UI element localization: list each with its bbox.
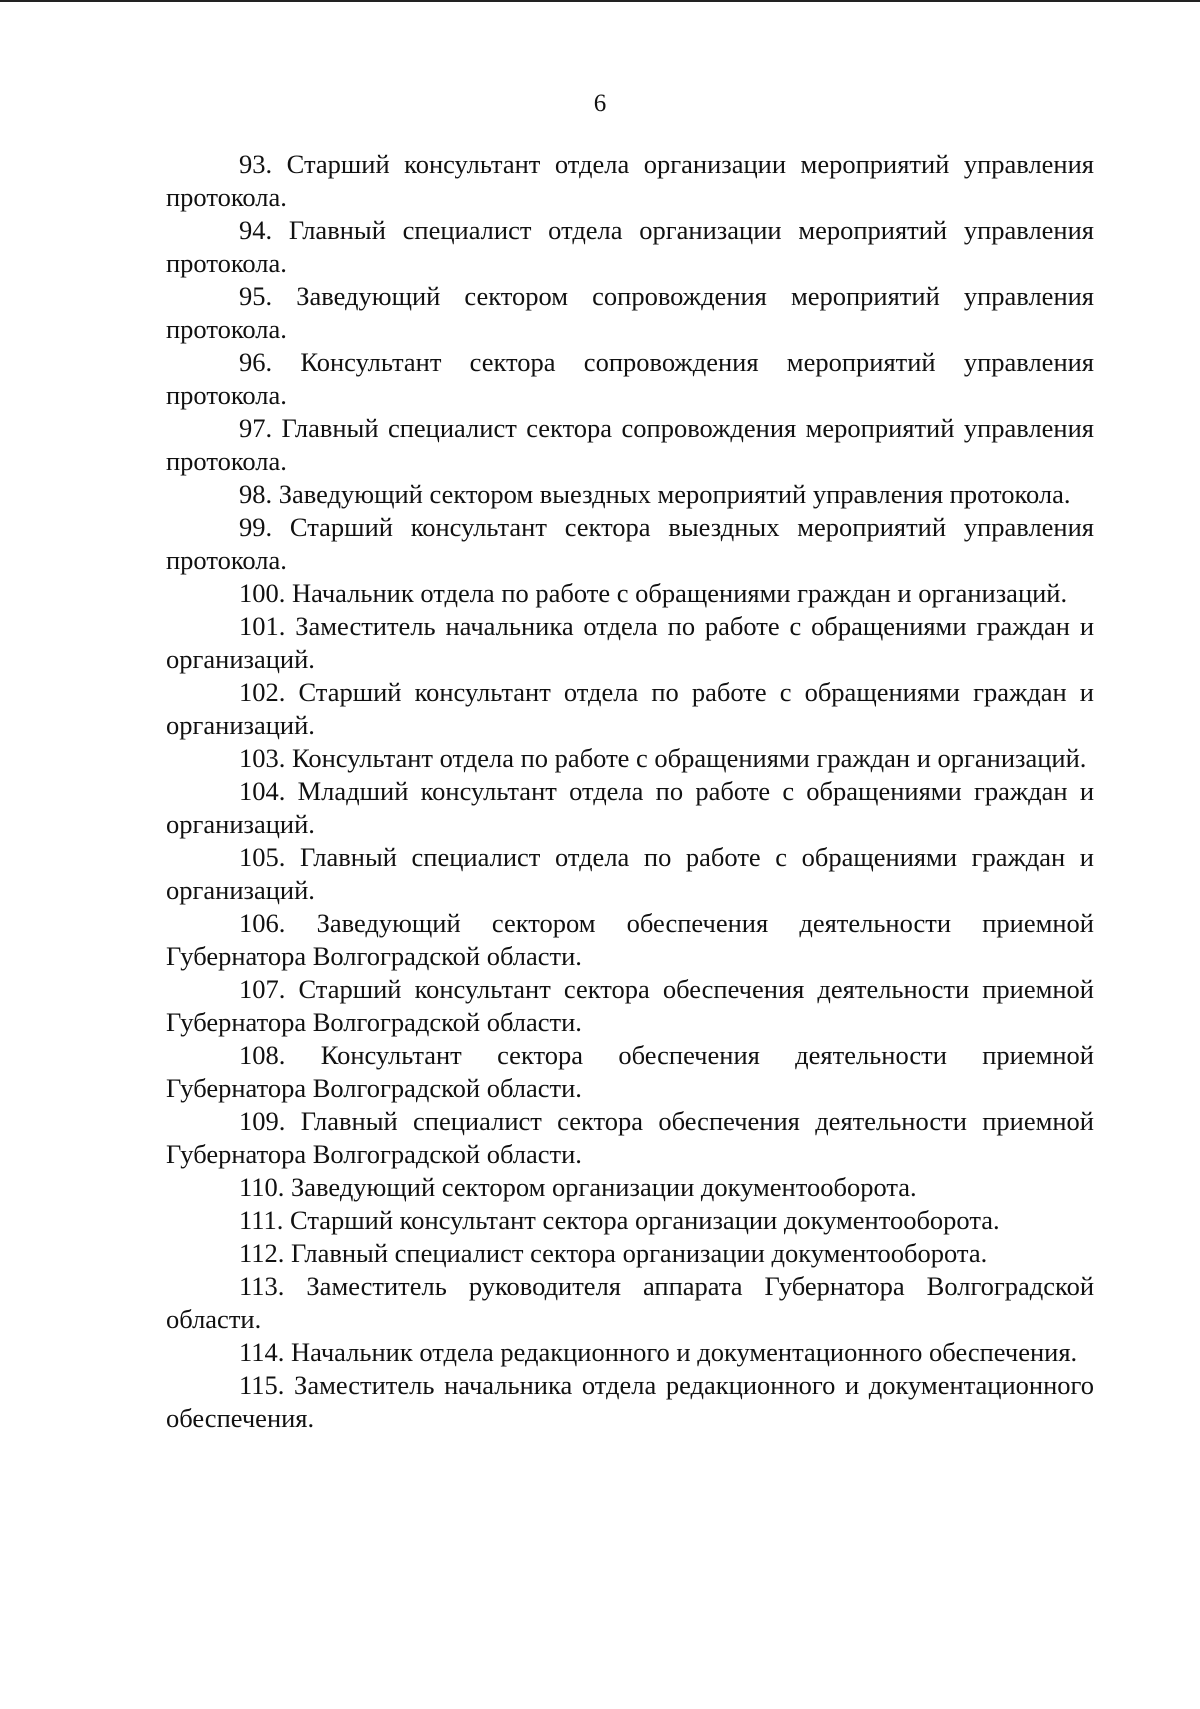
list-item: 115. Заместитель начальника отдела редакционного и документационного обеспечения. xyxy=(166,1370,1094,1433)
list-item: 114. Начальник отдела редакционного и документационного обеспечения. xyxy=(239,1337,1078,1367)
list-item: 97. Главный специалист сектора сопровождения мероприятий управления протокола. xyxy=(166,413,1094,476)
list-item: 112. Главный специалист сектора организации документооборота. xyxy=(239,1238,988,1268)
list-item: 94. Главный специалист отдела организации мероприятий управления протокола. xyxy=(166,215,1094,278)
list-item: 111. Старший консультант сектора организации документооборота. xyxy=(239,1205,1000,1235)
document-body xyxy=(166,148,1094,1435)
list-item: 100. Начальник отдела по работе с обращениями граждан и организаций. xyxy=(239,578,1068,608)
list-item: 109. Главный специалист сектора обеспечения деятельности приемной Губернатора Волгоградской области. xyxy=(166,1106,1094,1169)
page-number: 6 xyxy=(593,90,607,117)
list-item: 113. Заместитель руководителя аппарата Губернатора Волгоградской области. xyxy=(166,1271,1094,1334)
list-item: 98. Заведующий сектором выездных мероприятий управления протокола. xyxy=(239,479,1071,509)
list-item: 105. Главный специалист отдела по работе с обращениями граждан и организаций. xyxy=(166,842,1094,905)
list-item: 99. Старший консультант сектора выездных мероприятий управления протокола. xyxy=(166,512,1094,575)
list-item: 103. Консультант отдела по работе с обращениями граждан и организаций. xyxy=(239,743,1087,773)
list-item: 101. Заместитель начальника отдела по работе с обращениями граждан и организаций. xyxy=(166,611,1094,674)
list-item: 95. Заведующий сектором сопровождения мероприятий управления протокола. xyxy=(166,281,1094,344)
list-item: 106. Заведующий сектором обеспечения деятельности приемной Губернатора Волгоградской области. xyxy=(166,908,1094,971)
list-item: 93. Старший консультант отдела организации мероприятий управления протокола. xyxy=(166,149,1094,212)
list-item: 108. Консультант сектора обеспечения деятельности приемной Губернатора Волгоградской области. xyxy=(166,1040,1094,1103)
list-item: 104. Младший консультант отдела по работе с обращениями граждан и организаций. xyxy=(166,776,1094,839)
list-item: 110. Заведующий сектором организации документооборота. xyxy=(239,1172,917,1202)
list-item: 107. Старший консультант сектора обеспечения деятельности приемной Губернатора Волгоградской области. xyxy=(166,974,1094,1037)
list-item: 96. Консультант сектора сопровождения мероприятий управления протокола. xyxy=(166,347,1094,410)
list-item: 102. Старший консультант отдела по работе с обращениями граждан и организаций. xyxy=(166,677,1094,740)
